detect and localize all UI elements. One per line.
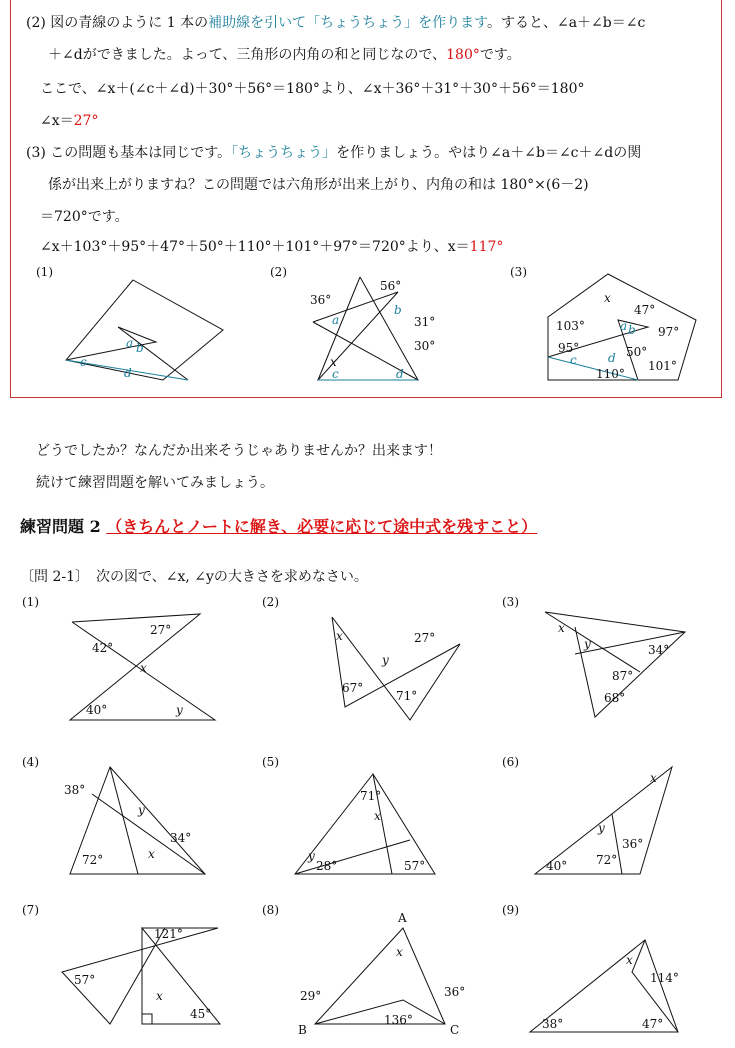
angle-label: 103° [556,319,585,333]
figure-number: (1) [36,265,53,279]
angle-label-a: a [620,319,628,333]
inner-lines [315,1000,445,1024]
highlight-text: 「ちょうちょう」 [231,145,337,161]
figure-number: (8) [262,903,279,917]
angle-label-c: c [332,367,339,381]
angle-label-d: d [396,367,404,381]
figure-lines [332,617,460,720]
angle-label: 97° [658,325,680,339]
angle-label: 38° [64,783,86,797]
angle-label: 38° [542,1017,564,1031]
angle-label-x: x [156,989,163,1003]
triangle [315,928,445,1024]
angle-label: 71° [396,689,418,703]
practice-figure-9 [500,900,720,1040]
angle-label-x: x [626,953,633,967]
angle-label: 27° [150,623,172,637]
angle-label: 72° [82,853,104,867]
solution-figure-3 [508,262,708,387]
practice-heading [20,514,537,537]
angle-label-x: x [140,661,147,675]
angle-label-x: x [336,629,343,643]
angle-label: 121° [154,927,183,941]
angle-label: 47° [642,1017,664,1031]
practice-subtitle: （きちんとノートに解き、必要に応じて途中式を残すこと） [106,517,538,536]
angle-label-c: c [80,355,87,369]
angle-label: 36° [310,293,332,307]
angle-label: 42° [92,641,114,655]
angle-label-a: a [126,336,134,350]
solution-p3-line2: 係が出来上がりますね？この問題では六角形が出来上がり、内角の和は 180°×(6－2) [48,177,589,193]
angle-label: 136° [384,1013,413,1027]
angle-label: 95° [558,341,580,355]
solution-p3-line1 [26,142,641,162]
angle-label-y: y [382,653,389,667]
angle-label: 47° [634,303,656,317]
text: (2) 図の青線のように 1 本の [26,15,209,31]
angle-label: 72° [596,853,618,867]
vertex-label-B: B [298,1023,307,1037]
text: 。すると、∠a＋∠b＝∠c [486,15,646,31]
text: を作りましょう。やはり∠a＋∠b＝∠c＋∠dの関 [336,145,642,161]
angle-label: 67° [342,681,364,695]
angle-label-d: d [608,351,616,365]
angle-label-y: y [308,849,315,863]
angle-label-x: x [558,621,565,635]
text: です。 [479,47,521,63]
solution-p2-line1 [26,12,645,32]
angle-label-x: x [650,771,657,785]
angle-label-c: c [570,353,577,367]
solution-p3-line3: ＝720°です。 [40,209,129,225]
angle-label-d: d [124,366,132,380]
angle-label-x: x [604,291,611,305]
question-line [20,566,368,586]
angle-label-b: b [394,303,402,317]
practice-figure-4 [20,752,240,882]
angle-label-x: x [374,809,381,823]
angle-label-x: x [148,847,155,861]
angle-label: 40° [546,859,568,873]
angle-label-x: x [396,945,403,959]
figure-number: (3) [510,265,527,279]
angle-label: 71° [360,789,382,803]
vertex-label-A: A [398,911,407,925]
practice-figure-7 [20,900,240,1040]
angle-label: 29° [300,989,322,1003]
practice-title: 練習問題 2 [20,517,101,536]
question-label: 〔問 2-1〕 [20,569,82,585]
figure-number: (2) [270,265,287,279]
angle-label: 36° [622,837,644,851]
text: ＋∠dができました。よって、三角形の内角の和と同じなので、 [48,47,447,63]
figure-number: (4) [22,755,39,769]
angle-label: 31° [414,315,436,329]
angle-label: 56° [380,279,402,293]
figure-number: (9) [502,903,519,917]
angle-label: 114° [650,971,679,985]
angle-label: 34° [648,643,670,657]
figure-number: (2) [262,595,279,609]
solution-p2-line4 [40,110,98,130]
answer-text: 180° [446,47,480,63]
angle-label-b: b [136,341,144,355]
solution-p2-line3: ここで、∠x＋(∠c＋∠d)＋30°＋56°＝180°より、∠x＋36°＋31°＋30°＋56°＝180° [40,81,585,97]
text: (3) この問題も基本は同じです。 [26,145,232,161]
practice-figure-3 [500,592,720,727]
figure-number: (5) [262,755,279,769]
question-text: 次の図で、∠x, ∠yの大きさを求めなさい。 [96,569,368,585]
angle-label: 101° [648,359,677,373]
body-text: どうでしたか？なんだか出来そうじゃありませんか？出来ます！ [36,443,442,459]
body-text: 続けて練習問題を解いてみましょう。 [36,475,274,491]
practice-figure-6 [500,752,720,882]
angle-label-y: y [138,803,145,817]
angle-label-b: b [628,323,636,337]
angle-label: 57° [404,859,426,873]
vertex-label-C: C [450,1023,460,1037]
right-angle-mark [142,1014,152,1024]
solution-p3-line4 [40,236,503,256]
angle-label: 57° [74,973,96,987]
angle-label: 30° [414,339,436,353]
angle-label-y: y [584,637,591,651]
answer-text: 27° [73,113,99,129]
angle-label-x: x [330,355,337,369]
practice-figure-8 [260,900,480,1040]
solution-figure-1 [28,262,238,387]
angle-label: 87° [612,669,634,683]
angle-label: 40° [86,703,108,717]
angle-label: 110° [596,367,625,381]
angle-label-y: y [598,821,605,835]
quad-outline [66,280,223,380]
angle-label: 27° [414,631,436,645]
figure-number: (7) [22,903,39,917]
angle-label: 28° [316,859,338,873]
angle-label-y: y [176,703,183,717]
angle-label: 50° [626,345,648,359]
highlight-text: 補助線を引いて「ちょうちょう」を作ります [208,15,487,31]
solution-figure-2 [268,262,448,387]
practice-figure-2 [260,592,480,727]
figure-number: (1) [22,595,39,609]
solution-p2-line2 [48,44,521,64]
answer-text: 117° [469,239,504,255]
angle-label: 45° [190,1007,212,1021]
angle-label: 68° [604,691,626,705]
figure-number: (6) [502,755,519,769]
practice-figure-1 [20,592,240,727]
practice-figure-5 [260,752,480,882]
angle-label: 34° [170,831,192,845]
text: ∠x＝ [40,113,74,129]
angle-label-a: a [332,313,340,327]
text: ∠x＋103°＋95°＋47°＋50°＋110°＋101°＋97°＝720°より、x＝ [40,239,470,255]
figure-number: (3) [502,595,519,609]
angle-label: 36° [444,985,466,999]
